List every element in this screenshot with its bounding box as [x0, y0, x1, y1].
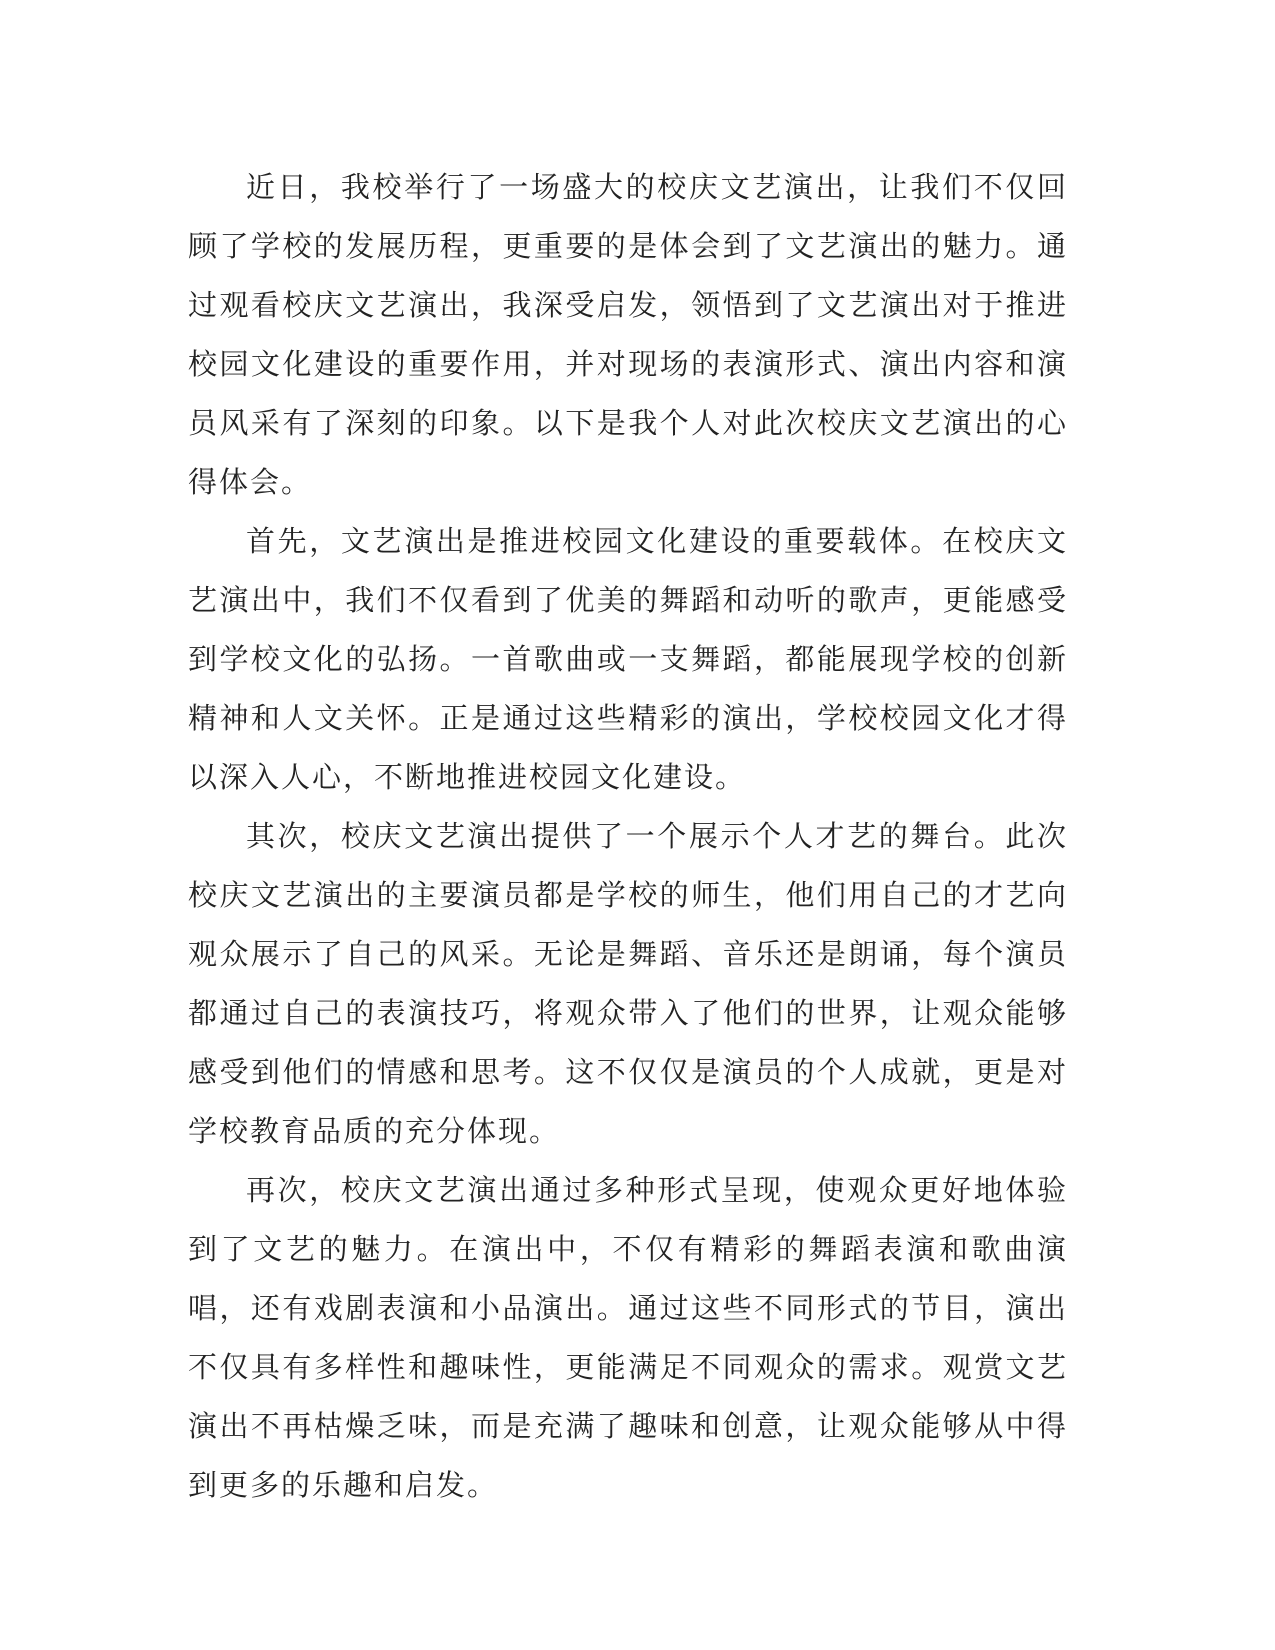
paragraph-4: 再次，校庆文艺演出通过多种形式呈现，使观众更好地体验到了文艺的魅力。在演出中，不仅有精彩的舞蹈表演和歌曲演唱，还有戏剧表演和小品演出。通过这些不同形式的节目，演出不仅具有多样性和趣味性，更能满足不同观众的需求。观赏文艺演出不再枯燥乏味，而是充满了趣味和创意，让观众能够从中得到更多的乐趣和启发。 [188, 1173, 1068, 1502]
document-body [188, 158, 1068, 1515]
paragraph-2: 首先，文艺演出是推进校园文化建设的重要载体。在校庆文艺演出中，我们不仅看到了优美的舞蹈和动听的歌声，更能感受到学校文化的弘扬。一首歌曲或一支舞蹈，都能展现学校的创新精神和人文关怀。正是通过这些精彩的演出，学校校园文化才得以深入人心，不断地推进校园文化建设。 [188, 524, 1068, 794]
paragraph-3: 其次，校庆文艺演出提供了一个展示个人才艺的舞台。此次校庆文艺演出的主要演员都是学校的师生，他们用自己的才艺向观众展示了自己的风采。无论是舞蹈、音乐还是朗诵，每个演员都通过自己的表演技巧，将观众带入了他们的世界，让观众能够感受到他们的情感和思考。这不仅仅是演员的个人成就，更是对学校教育品质的充分体现。 [188, 819, 1068, 1148]
paragraph-1: 近日，我校举行了一场盛大的校庆文艺演出，让我们不仅回顾了学校的发展历程，更重要的是体会到了文艺演出的魅力。通过观看校庆文艺演出，我深受启发，领悟到了文艺演出对于推进校园文化建设的重要作用，并对现场的表演形式、演出内容和演员风采有了深刻的印象。以下是我个人对此次校庆文艺演出的心得体会。 [188, 170, 1068, 499]
